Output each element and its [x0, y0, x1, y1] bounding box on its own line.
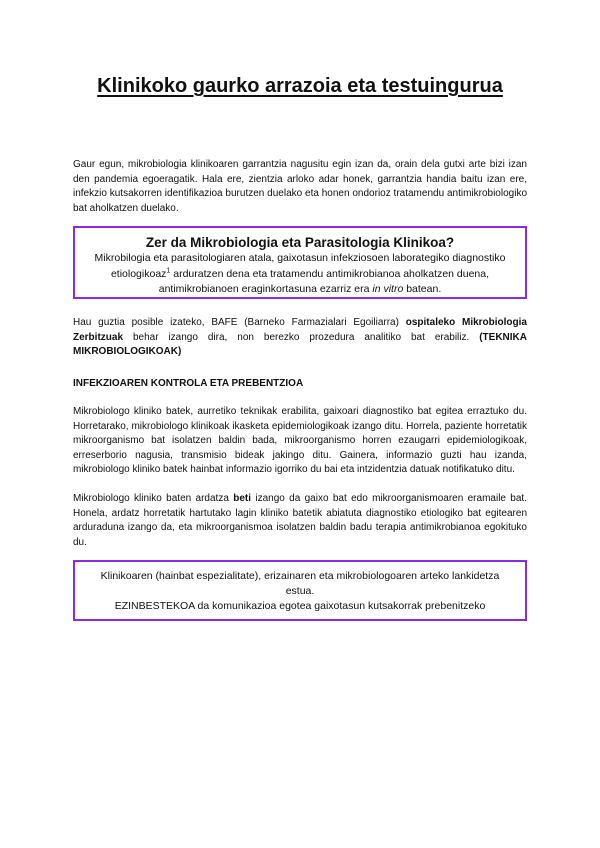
collaboration-line-1: Klinikoaren (hainbat espezialitate), erizainaren eta mikrobiologoaren arteko lankidetza estua. [100, 570, 500, 597]
definition-box-text: Mikrobilogia eta parasitologiaren atala, gaixotasun infekziosoen laborategiko diagnostiko etiologikoaz$^1$ arduratzen dena eta tratamendu antimikrobianoa aholkatzen duena, antimikrobianoen eraginkortasuna ezarriz era in vitro batean. [94, 252, 506, 295]
collaboration-line-2: EZINBESTEKOA da komunikazioa egotea gaixotasun kutsakorrak prebenitzeko [114, 600, 486, 612]
intro-paragraph: Gaur egun, mikrobiologia klinikoaren garrantzia nagusitu egin izan da, orain dela gutxi arte bizi izan den pandemia egoeragatik. Hala ere, zientzia arloko adar honek, garrantzia handia baitu izan ere, infekzio kutsakorren identifikazioa burutzen duelako eta honen ondorioz tratamendu antimikrobiologiko bat aholkatzen duelako. [73, 159, 527, 214]
in-vitro-italic: in vitro [372, 283, 404, 295]
definition-box-title: Zer da Mikrobiologia eta Parasitologia Klinikoa? [145, 235, 455, 250]
control-paragraph: Mikrobiologo kliniko batek, aurretiko teknikak erabilita, gaixoari diagnostiko bat egitea erraztuko du. Horretarako, mikrobiologo klinikoak ikasketa epidemiologikoak izango ditu. Horrela, paziente horretatik mikroorganismo bat isolatzen baldin bada, mikroorganismo horren ezaugarri epidemiologikoak, erreserborio nagusia, transmisio bideak jakingo ditu. Gainera, informazio guzti hau izanda, mikrobiologo kliniko batek hainbat informazio igorriko du bai eta intzidentzia datuak notifikatuko ditu. [73, 406, 527, 476]
techniques-bold: (TEKNIKA MIKROBIOLOGIKOAK) [73, 331, 527, 358]
definition-box [73, 226, 527, 299]
collaboration-box [73, 560, 527, 621]
services-bold: ospitaleko Mikrobiologia Zerbitzuak [73, 317, 527, 343]
focus-paragraph: Mikrobiologo kliniko baten ardatza beti izango da gaixo bat edo mikroorganismoaren eramaile bat. Honela, ardatz horretatik hartutako lagin kliniko batetik abiatuta diagnostiko etiologiko bat egitearen arduraduna izango da, eta mikroorganismoa isolatzen baldin badu terapia antimikrobianoa egokituko du. [73, 493, 527, 548]
beti-bold: beti [233, 493, 252, 504]
section-heading: INFEKZIOAREN KONTROLA ETA PREBENTZIOA [73, 378, 304, 389]
footnote-marker: 1 [166, 267, 171, 274]
page-title: Klinikoko gaurko arrazoia eta testuingurua [97, 75, 503, 97]
services-paragraph: Hau guztia posible izateko, BAFE (Barneko Farmazialari Egoiliarra) ospitaleko Mikrobiologia Zerbitzuak behar izango dira, non berezko prozedura analitiko bat erabiliz. (TEKNIKA MIKROBIOLOGIKOAK) [73, 317, 527, 358]
